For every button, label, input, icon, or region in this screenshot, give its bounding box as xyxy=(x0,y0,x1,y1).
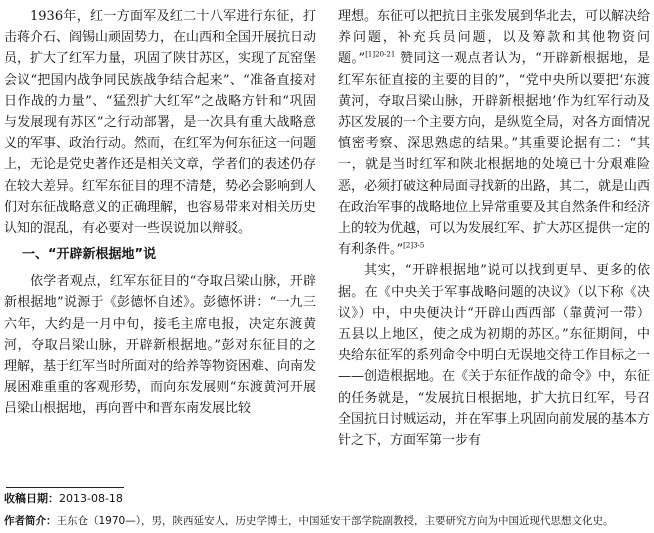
author-info-line xyxy=(4,514,650,528)
received-date-label: 收稿日期： xyxy=(4,492,59,505)
left-column xyxy=(4,6,316,420)
section-heading: 一、“开辟新根据地”说 xyxy=(22,247,157,263)
paragraph-text-part-2: 赞同这一观点者认为，“开辟新根据地，是红军东征直接的主要的目的”，“党中央所以要把‘东渡黄河，夺取吕梁山脉，开辟新根据地’作为红军行动及苏区发展的一个主要方向，是纵览全局，对各方面情况慎密考察、深思熟虑的结果。”其重要论据有二：“其一，就是当时红军和陕北根据地的处境已十分艰难险恶，必须打破这种局面寻找新的出路，其二，就是山西在政治军事的战略地位上异常重要及其自然条件和经济上的较为优越，可以为发展红军、扩大苏区提供一定的有利条件。” xyxy=(338,51,651,258)
citation-2: [2]3-5 xyxy=(403,241,425,250)
author-info-label: 作者简介： xyxy=(4,515,57,527)
footnote-divider xyxy=(6,487,124,488)
received-date-line xyxy=(4,492,650,506)
author-info-value: 王东仓（1970—），男，陕西延安人，历史学博士，中国延安干部学院副教授，主要研究方向为中国近现代思想文化史。 xyxy=(56,515,614,527)
citation-1: [1]20-21 xyxy=(365,51,396,60)
right-column xyxy=(338,6,650,451)
continued-paragraph xyxy=(338,6,650,260)
body-paragraph-base: 其实，“开辟根据地”说可以找到更早、更多的依据。在《中央关于军事战略问题的决议》（以下称《决议》）中，中央便决计“开辟山西西部（靠黄河一带）五县以上地区，使之成为初期的苏区。”东征期间，中央给东征军的系列命令中明白无误地交待工作目标之一——创造根据地。在《关于东征作战的命令》中，东征的任务就是，“发展抗日根据地，扩大抗日红军，号召全国抗日讨贼运动，并在军事上巩固向前发展的基本方针之下，方面军第一步有 xyxy=(338,263,651,449)
paragraph-text-part-1: 理想。东征可以把抗日主张发展到华北去，可以解决给养问题，补充兵员问题，以及筹款和其他物资问题。” xyxy=(338,9,651,67)
intro-paragraph: 1936年，红一方面军及红二十八军进行东征，打击蒋介石、阎锡山顽固势力，在山西和全国开展抗日动员，扩大了红军力量，巩固了陕甘苏区，实现了瓦窑堡会议“把国内战争同民族战争结合起来”、“准备直接对日作战的力量”、“猛烈扩大红军”之战略方针和“巩固与发展现有苏区”之行动部署，是一次具有重大战略意义的军事、政治行动。然而，在红军为何东征这一问题上，无论是党史著作还是相关文章，学者们的表述仍存在较大差异。红军东征目的理不清楚，势必会影响到人们对东征战略意义的正确理解，也容易带来对相关历史认知的混乱，有必要对一些误说加以辩驳。 xyxy=(4,9,317,237)
body-paragraph-peng: 依学者观点，红军东征目的“夺取吕梁山脉，开辟新根据地”说源于《彭德怀自述》。彭德怀讲：“一九三六年，大约是一月中旬，接毛主席电报，决定东渡黄河，夺取吕梁山脉，开辟新根据地。”彭对东征目的之理解，基于红军当时所面对的给养等物资困难、向南发展困难重重的客观形势，而向东发展则“东渡黄河开展吕梁山根据地，再向晋中和晋东南发展比较 xyxy=(4,274,317,417)
received-date-value: 2013-08-18 xyxy=(59,492,123,505)
